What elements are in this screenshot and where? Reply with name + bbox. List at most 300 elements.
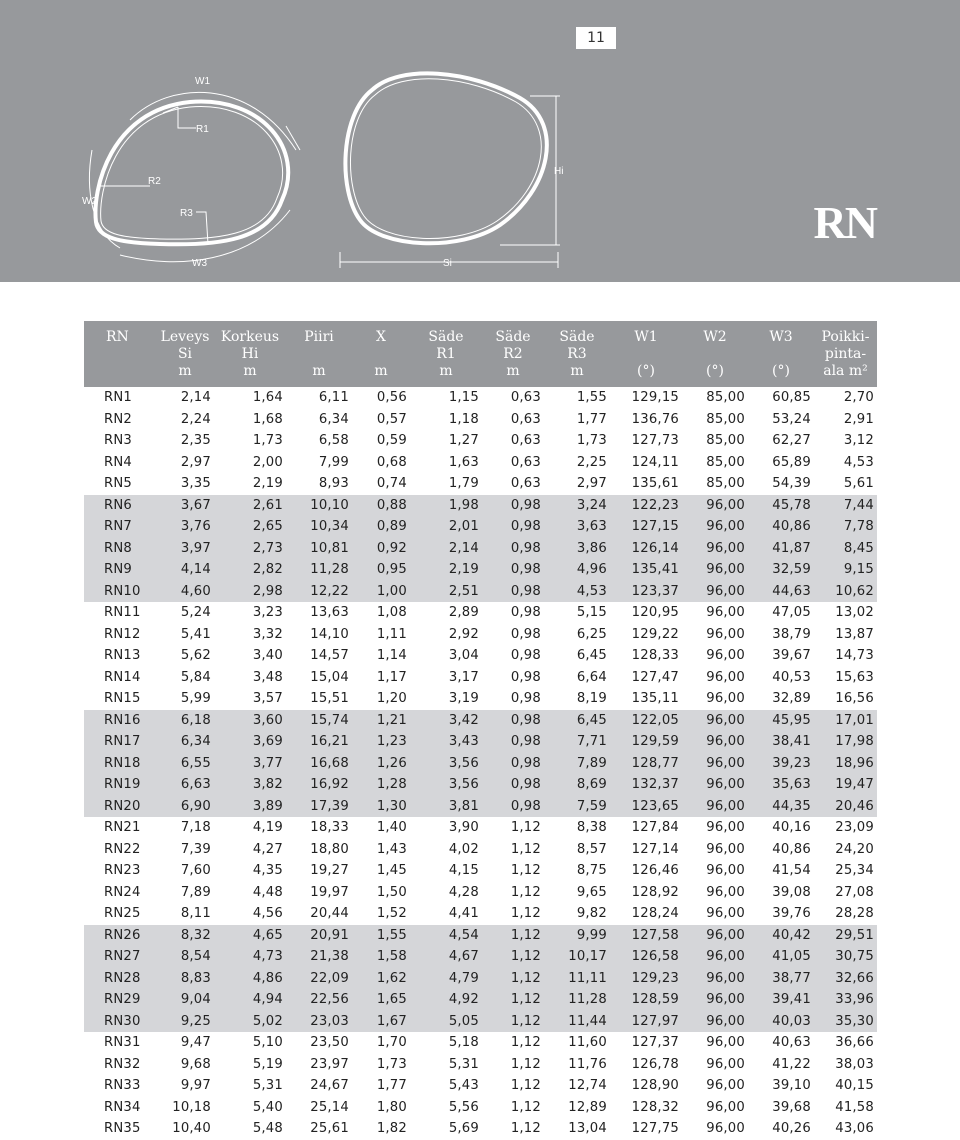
table-cell: 2,14 [410, 538, 482, 560]
table-cell: 20,46 [814, 796, 877, 818]
column-header-line: Hi [241, 346, 259, 362]
table-cell: 7,89 [180, 884, 211, 900]
table-cell: 9,68 [180, 1056, 211, 1072]
table-cell: 2,97 [576, 476, 607, 492]
table-cell: 6,25 [576, 626, 607, 642]
table-cell: 12,74 [568, 1078, 607, 1094]
table-row [84, 688, 877, 710]
table-cell: 127,84 [631, 820, 679, 836]
table-cell: 1,17 [376, 669, 407, 685]
table-cell: 85,00 [706, 476, 745, 492]
table-cell: 6,34 [318, 411, 349, 427]
table-cell: 127,15 [610, 516, 682, 538]
table-cell: 15,63 [835, 669, 874, 685]
row-code: RN2 [104, 411, 133, 427]
table-cell: 9,97 [180, 1078, 211, 1094]
table-cell: 0,63 [510, 454, 541, 470]
column-header-line: m [374, 363, 388, 379]
table-cell: 1,12 [510, 841, 541, 857]
table-cell: 1,12 [482, 1011, 544, 1033]
row-code: RN14 [104, 669, 141, 685]
table-cell: 96,00 [682, 516, 748, 538]
table-cell: 129,23 [610, 968, 682, 990]
table-cell: 4,53 [544, 581, 610, 603]
column-header [352, 321, 410, 387]
table-cell: 0,98 [510, 648, 541, 664]
table-cell: 4,28 [448, 884, 479, 900]
table-cell: 96,00 [706, 906, 745, 922]
table-cell: 0,88 [352, 495, 410, 517]
table-cell: 13,04 [568, 1121, 607, 1137]
row-code: RN16 [84, 710, 156, 732]
table-cell: 28,28 [835, 906, 874, 922]
label-w2: W2 [82, 196, 97, 207]
table-cell: 127,58 [610, 925, 682, 947]
table-cell: 40,15 [835, 1078, 874, 1094]
table-cell: 128,77 [610, 753, 682, 775]
table-cell: 1,12 [510, 1056, 541, 1072]
table-cell: 3,57 [252, 691, 283, 707]
row-code: RN7 [84, 516, 156, 538]
table-cell: 1,27 [448, 433, 479, 449]
table-cell: 7,89 [544, 753, 610, 775]
table-cell: 41,58 [835, 1099, 874, 1115]
table-cell: 32,59 [748, 559, 814, 581]
table-cell: 120,95 [631, 605, 679, 621]
table-row [84, 581, 877, 603]
row-code: RN24 [104, 884, 141, 900]
table-cell: 3,86 [544, 538, 610, 560]
row-code: RN33 [104, 1078, 141, 1094]
table-cell: 1,12 [510, 1121, 541, 1137]
table-cell: 0,59 [376, 433, 407, 449]
table-cell: 33,96 [814, 989, 877, 1011]
table-cell: 23,09 [835, 820, 874, 836]
table-cell: 41,87 [748, 538, 814, 560]
table-cell: 1,63 [448, 454, 479, 470]
table-cell: 4,92 [410, 989, 482, 1011]
table-cell: 1,73 [576, 433, 607, 449]
column-header [410, 321, 482, 387]
table-cell: 3,97 [156, 538, 214, 560]
table-cell: 6,45 [544, 710, 610, 732]
table-cell: 15,04 [310, 669, 349, 685]
table-cell: 9,15 [814, 559, 877, 581]
table-cell: 0,98 [482, 753, 544, 775]
column-header-line: R2 [503, 346, 523, 362]
table-cell: 3,89 [214, 796, 286, 818]
table-cell: 12,22 [286, 581, 352, 603]
table-cell: 11,28 [544, 989, 610, 1011]
table-cell: 5,41 [180, 626, 211, 642]
row-code: RN19 [84, 774, 156, 796]
table-cell: 129,15 [631, 390, 679, 406]
table-cell: 1,00 [352, 581, 410, 603]
label-si: Si [443, 258, 452, 269]
table-cell: 3,42 [410, 710, 482, 732]
table-cell: 126,78 [631, 1056, 679, 1072]
table-cell: 0,98 [510, 691, 541, 707]
table-cell: 32,66 [814, 968, 877, 990]
column-header [682, 321, 748, 387]
table-cell: 2,61 [214, 495, 286, 517]
table-cell: 45,95 [748, 710, 814, 732]
table-cell: 15,51 [310, 691, 349, 707]
table-cell: 0,63 [510, 476, 541, 492]
table-cell: 96,00 [682, 538, 748, 560]
table-row [84, 516, 877, 538]
table-cell: 5,31 [448, 1056, 479, 1072]
column-header-line: Leveys [160, 329, 210, 345]
table-cell: 11,44 [544, 1011, 610, 1033]
table-row [84, 452, 877, 474]
table-cell: 23,03 [286, 1011, 352, 1033]
table-cell: 8,11 [180, 906, 211, 922]
table-cell: 0,63 [510, 411, 541, 427]
table-row [84, 430, 877, 452]
table-cell: 2,97 [180, 454, 211, 470]
table-cell: 18,80 [310, 841, 349, 857]
table-cell: 14,10 [310, 626, 349, 642]
column-header-line [288, 346, 350, 363]
table-cell: 96,00 [706, 1056, 745, 1072]
table-cell: 0,98 [482, 774, 544, 796]
table-cell: 2,14 [180, 390, 211, 406]
table-cell: 1,82 [376, 1121, 407, 1137]
table-cell: 123,37 [610, 581, 682, 603]
table-cell: 5,02 [214, 1011, 286, 1033]
column-header-line [612, 346, 680, 363]
table-row [84, 1011, 877, 1033]
table-row [84, 710, 877, 732]
table-cell: 5,18 [448, 1035, 479, 1051]
table-cell: 4,67 [410, 946, 482, 968]
table-cell: 6,45 [576, 648, 607, 664]
table-cell: 96,00 [706, 691, 745, 707]
table-cell: 2,91 [843, 411, 874, 427]
table-cell: 38,41 [748, 731, 814, 753]
table-cell: 65,89 [772, 454, 811, 470]
table-cell: 96,00 [682, 946, 748, 968]
table-cell: 24,20 [835, 841, 874, 857]
table-cell: 22,09 [286, 968, 352, 990]
table-cell: 2,19 [410, 559, 482, 581]
table-cell: 3,48 [252, 669, 283, 685]
table-row [84, 473, 877, 495]
table-row [84, 753, 877, 775]
table-cell: 0,98 [482, 710, 544, 732]
table-cell: 96,00 [682, 774, 748, 796]
table-cell: 1,45 [376, 863, 407, 879]
row-code: RN31 [104, 1035, 141, 1051]
table-cell: 3,24 [544, 495, 610, 517]
table-cell: 4,56 [252, 906, 283, 922]
table-cell: 3,23 [252, 605, 283, 621]
column-header [214, 321, 286, 387]
table-cell: 2,51 [410, 581, 482, 603]
column-header-line [106, 346, 154, 363]
table-cell: 127,14 [631, 841, 679, 857]
table-cell: 41,05 [748, 946, 814, 968]
table-cell: 4,65 [214, 925, 286, 947]
table-cell: 1,52 [376, 906, 407, 922]
column-header [748, 321, 814, 387]
row-code: RN17 [84, 731, 156, 753]
table-cell: 1,26 [352, 753, 410, 775]
table-cell: 123,65 [610, 796, 682, 818]
table-cell: 25,34 [835, 863, 874, 879]
table-cell: 1,73 [376, 1056, 407, 1072]
table-cell: 2,89 [448, 605, 479, 621]
table-cell: 0,98 [510, 626, 541, 642]
table-cell: 5,43 [448, 1078, 479, 1094]
table-cell: 9,47 [180, 1035, 211, 1051]
table-cell: 124,11 [631, 454, 679, 470]
table-row [84, 968, 877, 990]
table-cell: 5,48 [252, 1121, 283, 1137]
table-cell: 3,17 [448, 669, 479, 685]
label-w3: W3 [192, 258, 207, 269]
table-cell: 3,12 [843, 433, 874, 449]
table-cell: 10,62 [814, 581, 877, 603]
column-header-line: Säde [559, 329, 595, 345]
table-cell: 0,98 [482, 538, 544, 560]
table-cell: 16,21 [286, 731, 352, 753]
table-cell: 18,33 [310, 820, 349, 836]
table-cell: 3,32 [252, 626, 283, 642]
table-row [84, 538, 877, 560]
table-cell: 135,11 [631, 691, 679, 707]
row-code: RN13 [104, 648, 141, 664]
table-cell: 8,69 [544, 774, 610, 796]
table-cell: 14,73 [835, 648, 874, 664]
column-header-line: m [312, 363, 326, 379]
row-code: RN28 [84, 968, 156, 990]
table-cell: 4,48 [252, 884, 283, 900]
table-cell: 6,90 [156, 796, 214, 818]
table-cell: 0,56 [376, 390, 407, 406]
column-header [610, 321, 682, 387]
table-cell: 132,37 [610, 774, 682, 796]
table-cell: 3,76 [156, 516, 214, 538]
column-header-line: Korkeus [220, 329, 280, 345]
table-cell: 6,64 [576, 669, 607, 685]
table-cell: 0,92 [352, 538, 410, 560]
column-header-line: (°) [706, 363, 724, 379]
table-cell: 40,42 [748, 925, 814, 947]
table-cell: 9,82 [576, 906, 607, 922]
table-cell: 13,63 [310, 605, 349, 621]
table-cell: 16,68 [286, 753, 352, 775]
table-row [84, 667, 877, 689]
table-cell: 1,14 [376, 648, 407, 664]
table-cell: 38,77 [748, 968, 814, 990]
table-row [84, 1118, 877, 1140]
row-code: RN1 [104, 390, 133, 406]
table-cell: 122,23 [610, 495, 682, 517]
table-cell: 1,18 [448, 411, 479, 427]
table-row [84, 1032, 877, 1054]
table-cell: 3,90 [448, 820, 479, 836]
table-cell: 96,00 [682, 1011, 748, 1033]
table-cell: 96,00 [682, 968, 748, 990]
table-cell: 7,44 [814, 495, 877, 517]
table-row [84, 559, 877, 581]
table-cell: 3,04 [448, 648, 479, 664]
table-cell: 11,28 [286, 559, 352, 581]
row-code: RN3 [104, 433, 133, 449]
table-cell: 1,12 [510, 1078, 541, 1094]
table-cell: 27,08 [835, 884, 874, 900]
table-cell: 1,50 [376, 884, 407, 900]
table-cell: 1,62 [352, 968, 410, 990]
table-cell: 4,96 [544, 559, 610, 581]
table-cell: 3,43 [410, 731, 482, 753]
table-cell: 1,20 [376, 691, 407, 707]
table-cell: 2,35 [180, 433, 211, 449]
table-cell: 40,53 [772, 669, 811, 685]
table-cell: 0,95 [352, 559, 410, 581]
table-cell: 6,34 [156, 731, 214, 753]
row-code: RN21 [104, 820, 141, 836]
row-code: RN9 [84, 559, 156, 581]
table-row [84, 925, 877, 947]
table-cell: 40,86 [748, 516, 814, 538]
table-cell: 122,05 [610, 710, 682, 732]
table-cell: 96,00 [706, 1078, 745, 1094]
table-cell: 7,60 [180, 863, 211, 879]
row-code: RN18 [84, 753, 156, 775]
table-cell: 1,43 [376, 841, 407, 857]
table-cell: 8,45 [814, 538, 877, 560]
table-cell: 85,00 [706, 433, 745, 449]
table-cell: 128,92 [631, 884, 679, 900]
table-cell: 1,12 [482, 989, 544, 1011]
table-cell: 41,22 [772, 1056, 811, 1072]
table-cell: 8,19 [576, 691, 607, 707]
table-cell: 8,57 [576, 841, 607, 857]
table-row [84, 409, 877, 431]
table-cell: 4,41 [448, 906, 479, 922]
table-cell: 38,79 [772, 626, 811, 642]
table-cell: 9,99 [544, 925, 610, 947]
dimension-table-container [84, 321, 877, 1140]
table-cell: 9,25 [156, 1011, 214, 1033]
column-header-line [684, 346, 746, 363]
table-cell: 1,58 [352, 946, 410, 968]
table-cell: 44,35 [748, 796, 814, 818]
table-cell: 126,58 [610, 946, 682, 968]
table-cell: 40,26 [772, 1121, 811, 1137]
column-header-line: m [178, 363, 192, 379]
column-header [544, 321, 610, 387]
table-cell: 5,69 [448, 1121, 479, 1137]
table-row [84, 882, 877, 904]
table-cell: 5,61 [843, 476, 874, 492]
table-cell: 5,99 [180, 691, 211, 707]
table-cell: 96,00 [706, 884, 745, 900]
column-header-line: W1 [634, 329, 658, 345]
row-code: RN12 [104, 626, 141, 642]
table-cell: 96,00 [682, 796, 748, 818]
column-header-line: m [243, 363, 257, 379]
table-row [84, 495, 877, 517]
table-cell: 127,37 [631, 1035, 679, 1051]
table-cell: 2,19 [252, 476, 283, 492]
table-cell: 10,18 [172, 1099, 211, 1115]
table-cell: 128,90 [631, 1078, 679, 1094]
row-code: RN29 [84, 989, 156, 1011]
table-row [84, 624, 877, 646]
table-cell: 4,14 [156, 559, 214, 581]
table-cell: 5,84 [180, 669, 211, 685]
table-cell: 32,89 [772, 691, 811, 707]
table-cell: 136,76 [631, 411, 679, 427]
row-code: RN22 [104, 841, 141, 857]
table-cell: 8,83 [156, 968, 214, 990]
table-cell: 4,86 [214, 968, 286, 990]
table-cell: 8,38 [576, 820, 607, 836]
row-code: RN11 [104, 605, 141, 621]
table-cell: 5,10 [252, 1035, 283, 1051]
table-cell: 1,12 [510, 906, 541, 922]
table-cell: 10,81 [286, 538, 352, 560]
table-cell: 9,65 [576, 884, 607, 900]
row-code: RN23 [104, 863, 141, 879]
row-code: RN32 [104, 1056, 141, 1072]
table-cell: 96,00 [682, 989, 748, 1011]
column-header-line: RN [106, 329, 129, 345]
column-header-line: Säde [495, 329, 531, 345]
table-cell: 5,40 [252, 1099, 283, 1115]
label-r1: R1 [196, 124, 209, 135]
table-cell: 1,12 [510, 1099, 541, 1115]
table-cell: 127,75 [631, 1121, 679, 1137]
table-cell: 96,00 [706, 863, 745, 879]
row-code: RN35 [104, 1121, 141, 1137]
table-cell: 96,00 [706, 1099, 745, 1115]
table-cell: 44,63 [748, 581, 814, 603]
table-cell: 40,86 [772, 841, 811, 857]
column-header-line: m [439, 363, 453, 379]
table-cell: 39,41 [748, 989, 814, 1011]
table-cell: 85,00 [706, 390, 745, 406]
table-cell: 40,63 [772, 1035, 811, 1051]
table-cell: 7,59 [544, 796, 610, 818]
table-cell: 9,04 [156, 989, 214, 1011]
column-header [286, 321, 352, 387]
table-cell: 19,27 [310, 863, 349, 879]
table-cell: 17,39 [286, 796, 352, 818]
table-cell: 4,35 [252, 863, 283, 879]
table-cell: 0,98 [510, 605, 541, 621]
table-cell: 3,19 [448, 691, 479, 707]
table-cell: 0,63 [510, 433, 541, 449]
table-cell: 39,67 [772, 648, 811, 664]
table-cell: 2,82 [214, 559, 286, 581]
table-cell: 10,17 [544, 946, 610, 968]
table-cell: 25,61 [310, 1121, 349, 1137]
table-cell: 2,98 [214, 581, 286, 603]
table-cell: 1,80 [376, 1099, 407, 1115]
table-cell: 35,63 [748, 774, 814, 796]
table-cell: 20,44 [310, 906, 349, 922]
column-header-line: m [570, 363, 584, 379]
table-cell: 0,74 [376, 476, 407, 492]
table-cell: 1,08 [376, 605, 407, 621]
table-cell: 2,70 [843, 390, 874, 406]
table-row [84, 903, 877, 925]
